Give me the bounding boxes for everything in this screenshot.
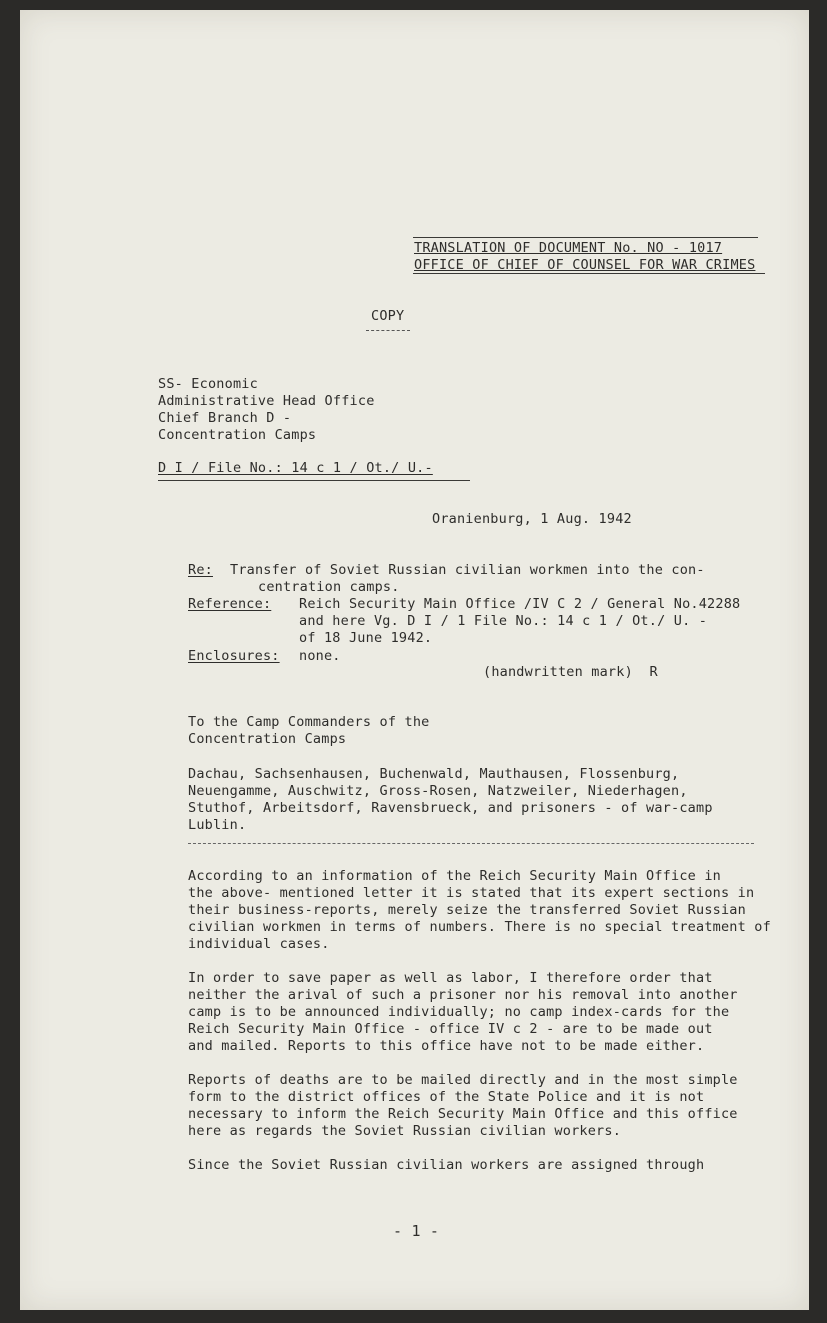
section-divider <box>188 843 754 844</box>
camps-line-1: Dachau, Sachsenhausen, Buchenwald, Mauthausen, Flossenburg, <box>188 766 680 782</box>
header-line-2: OFFICE OF CHIEF OF COUNSEL FOR WAR CRIMES <box>414 257 756 273</box>
reference-label: Reference: <box>188 596 272 612</box>
para4-line-1: Since the Soviet Russian civilian workers are assigned through <box>188 1157 705 1173</box>
addressee-line-2: Concentration Camps <box>188 731 347 747</box>
re-line-1: Transfer of Soviet Russian civilian workmen into the con- <box>230 562 705 578</box>
para1-line-1: According to an information of the Reich Security Main Office in <box>188 868 721 884</box>
sender-line-3: Chief Branch D - <box>158 410 292 426</box>
reference-line-1: Reich Security Main Office /IV C 2 / General No.42288 <box>299 596 741 612</box>
sender-line-4: Concentration Camps <box>158 427 317 443</box>
handwritten-note: (handwritten mark) R <box>483 664 658 680</box>
file-reference-rule <box>158 480 470 481</box>
para1-line-4: civilian workmen in terms of numbers. There is no special treatment of <box>188 919 771 935</box>
reference-line-3: of 18 June 1942. <box>299 630 433 646</box>
para3-line-2: form to the district offices of the State Police and it is not <box>188 1089 705 1105</box>
para3-line-1: Reports of deaths are to be mailed directly and in the most simple <box>188 1072 738 1088</box>
para1-line-5: individual cases. <box>188 936 330 952</box>
para2-line-4: Reich Security Main Office - office IV c 2 - are to be made out <box>188 1021 713 1037</box>
para3-line-3: necessary to inform the Reich Security Main Office and this office <box>188 1106 738 1122</box>
re-line-2: centration camps. <box>258 579 400 595</box>
reference-line-2: and here Vg. D I / 1 File No.: 14 c 1 / Ot./ U. - <box>299 613 708 629</box>
header-line-1: TRANSLATION OF DOCUMENT No. NO - 1017 <box>414 240 723 256</box>
para1-line-2: the above- mentioned letter it is stated that its expert sections in <box>188 885 755 901</box>
para3-line-4: here as regards the Soviet Russian civilian workers. <box>188 1123 622 1139</box>
para2-line-2: neither the arival of such a prisoner nor his removal into another <box>188 987 738 1003</box>
page-number: - 1 - <box>393 1222 440 1240</box>
sender-line-2: Administrative Head Office <box>158 393 375 409</box>
enclosures-label: Enclosures: <box>188 648 280 664</box>
header-top-rule <box>413 237 758 238</box>
enclosures-value: none. <box>299 648 341 664</box>
para2-line-1: In order to save paper as well as labor, I therefore order that <box>188 970 713 986</box>
para2-line-3: camp is to be announced individually; no camp index-cards for the <box>188 1004 730 1020</box>
header-bottom-rule <box>413 273 765 274</box>
camps-line-2: Neuengamme, Auschwitz, Gross-Rosen, Natzweiler, Niederhagen, <box>188 783 688 799</box>
addressee-line-1: To the Camp Commanders of the <box>188 714 430 730</box>
camps-line-4: Lublin. <box>188 817 247 833</box>
copy-underline <box>366 330 410 331</box>
re-label: Re: <box>188 562 213 578</box>
file-reference: D I / File No.: 14 c 1 / Ot./ U.- <box>158 460 433 476</box>
sender-line-1: SS- Economic <box>158 376 258 392</box>
copy-label: COPY <box>371 308 405 324</box>
place-date: Oranienburg, 1 Aug. 1942 <box>432 511 632 527</box>
para2-line-5: and mailed. Reports to this office have not to be made either. <box>188 1038 705 1054</box>
camps-line-3: Stuthof, Arbeitsdorf, Ravensbrueck, and prisoners - of war-camp <box>188 800 713 816</box>
para1-line-3: their business-reports, merely seize the transferred Soviet Russian <box>188 902 746 918</box>
